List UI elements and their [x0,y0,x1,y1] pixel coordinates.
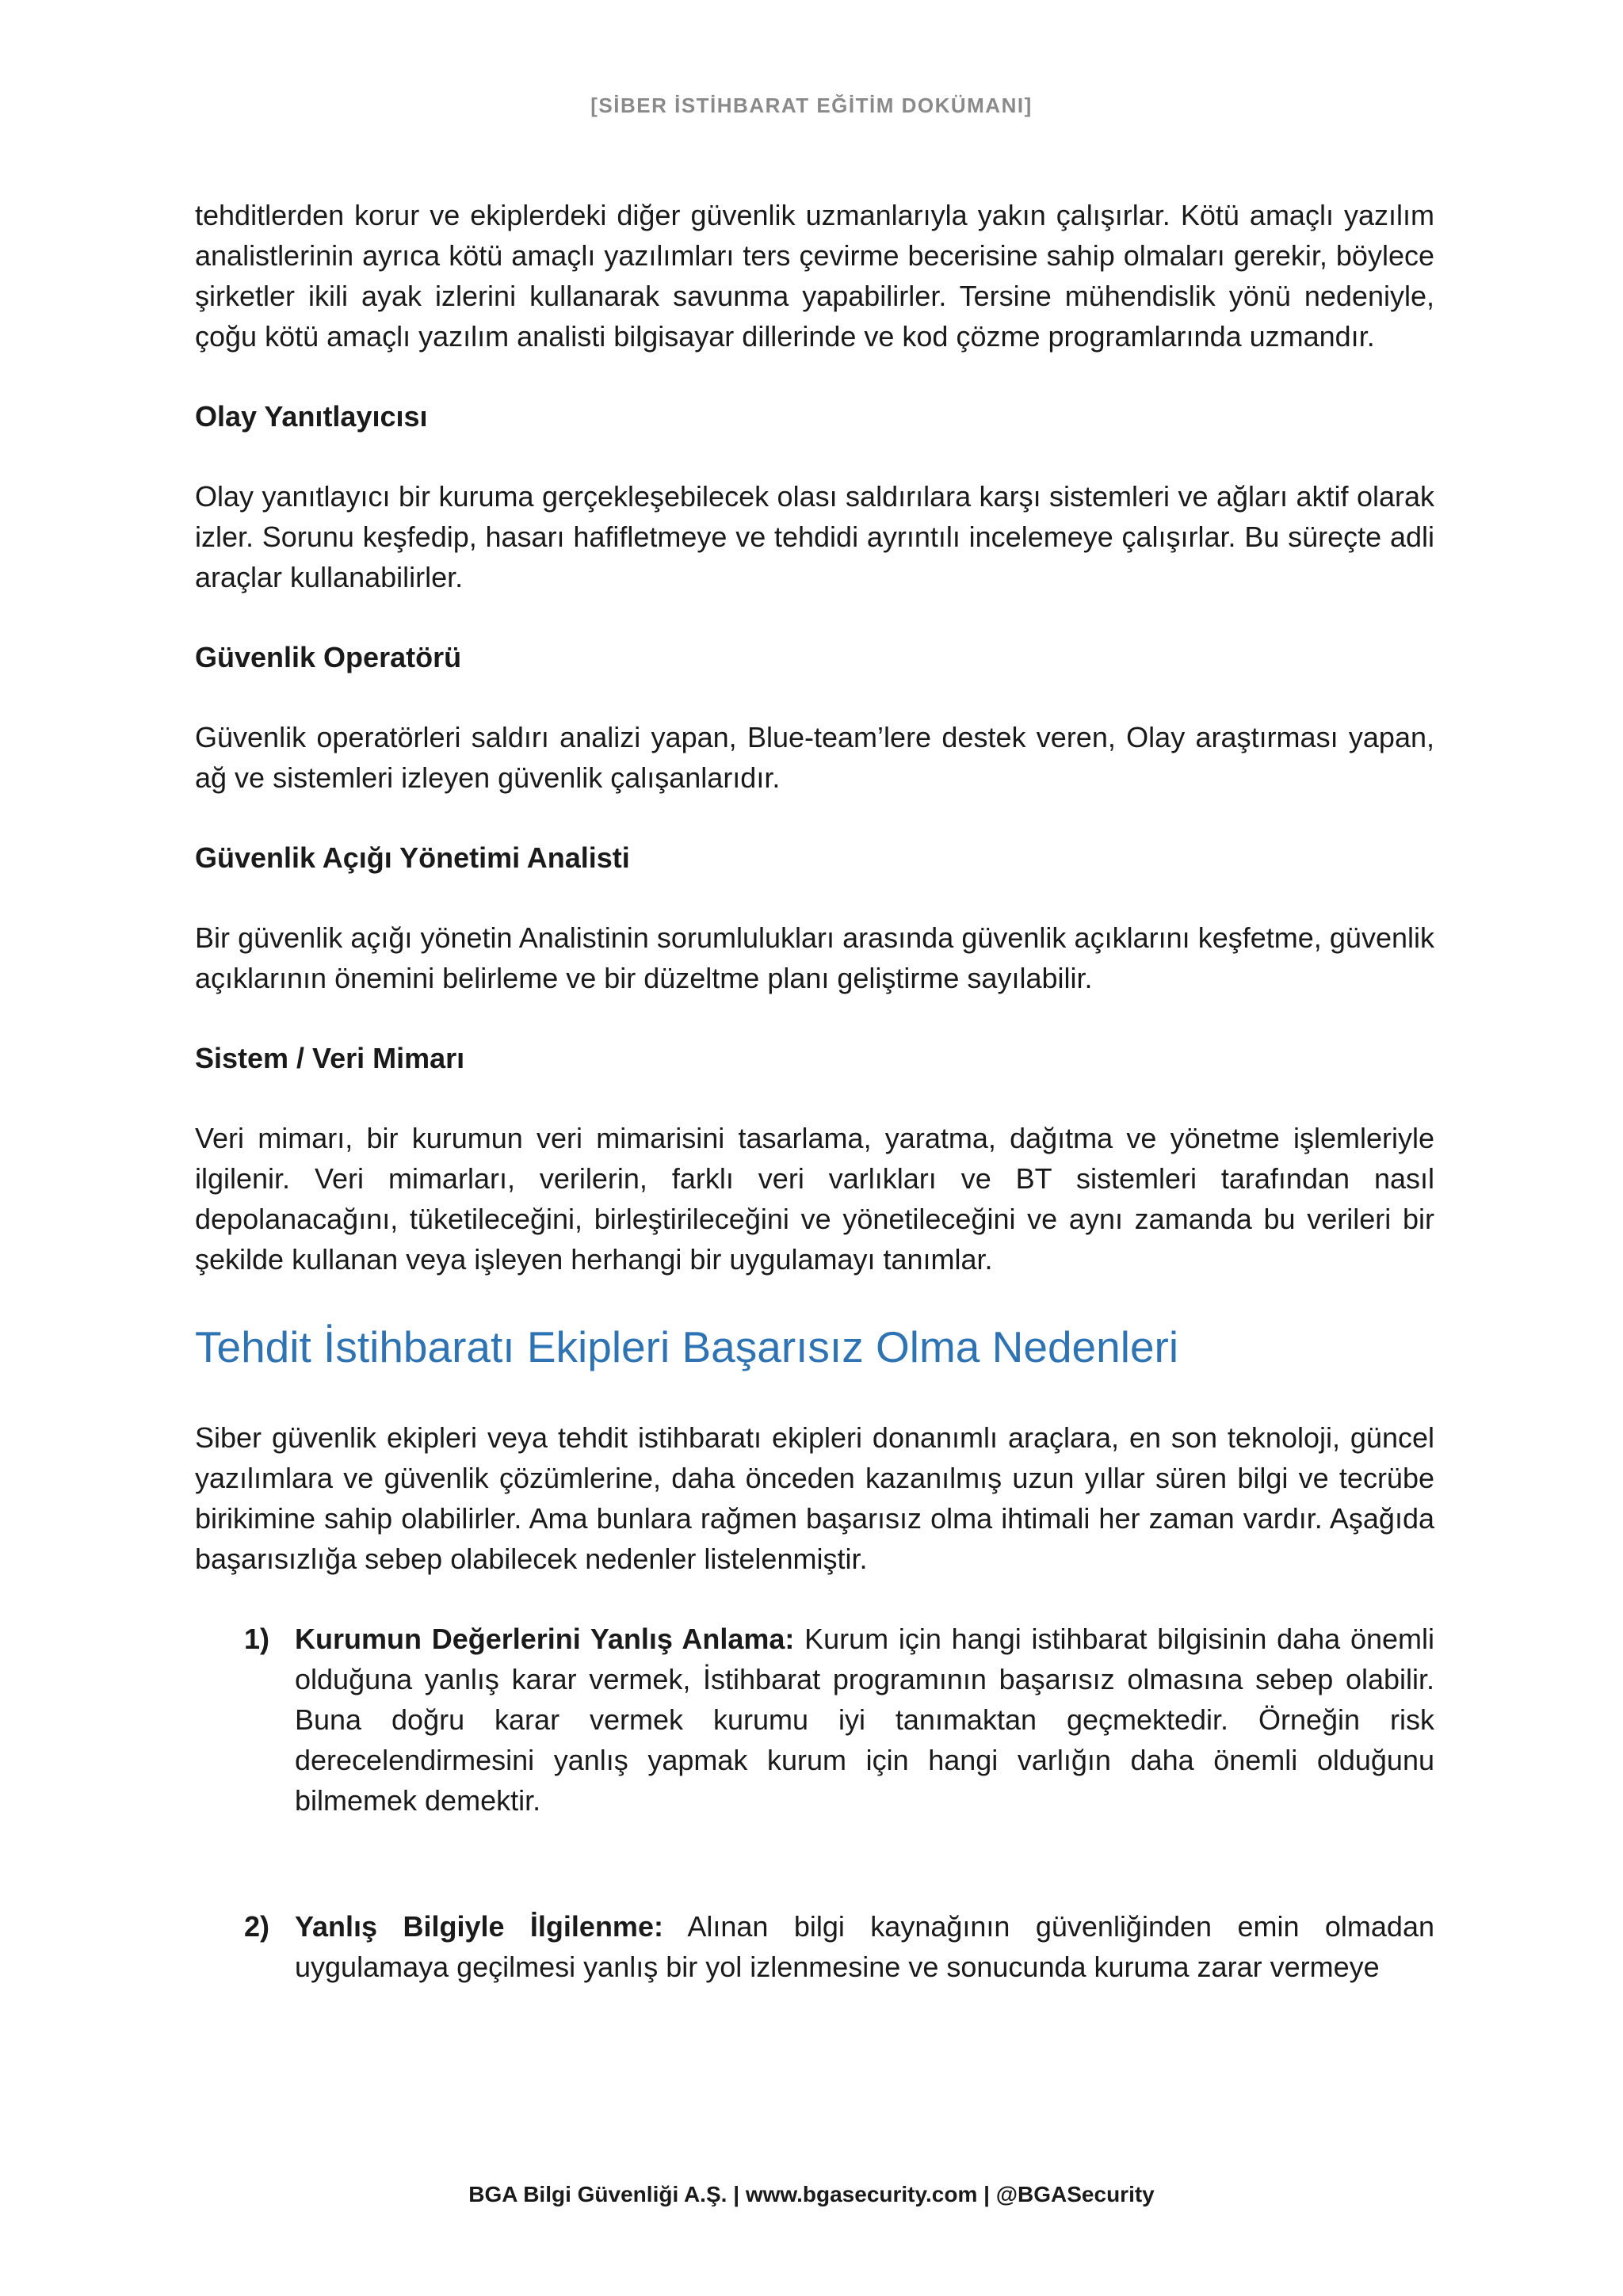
list-item-number: 2) [244,1910,270,1943]
page-header: [SİBER İSTİHBARAT EĞİTİM DOKÜMANI] [590,93,1033,117]
list-item-title: Yanlış Bilgiyle İlgilenme: [295,1910,663,1943]
list-item-body: Alınan bilgi kaynağının güvenliğinden emin olmadan uygulamaya geçilmesi yanlış bir yol izlenmesine ve sonucunda kuruma zarar vermeye [295,1910,1434,1983]
list-item-body: Kurum için hangi istihbarat bilgisinin daha önemli olduğuna yanlış karar vermek, İstihbarat programının başarısız olmasına sebep olabilir. Buna doğru karar vermek kurumu iyi tanımaktan geçmektedir. Örneğin risk derecelendirmesini yanlış yapmak kurum için hangi varlığın daha önemli olduğunu bilmemek demektir. [295,1623,1434,1817]
role-heading-incident-responder: Olay Yanıtlayıcısı [195,400,428,433]
role-text-security-operator: Güvenlik operatörleri saldırı analizi yapan, Blue-team’lere destek veren, Olay araştırması yapan, ağ ve sistemleri izleyen güvenlik çalışanlarıdır. [195,721,1434,794]
role-text-incident-responder: Olay yanıtlayıcı bir kuruma gerçekleşebilecek olası saldırılara karşı sistemleri ve ağları aktif olarak izler. Sorunu keşfedip, hasarı hafifletmeye ve tehdidi ayrıntılı incelemeye çalışırlar. Bu süreçte adli araçlar kullanabilirler. [195,480,1434,593]
section-intro: Siber güvenlik ekipleri veya tehdit istihbaratı ekipleri donanımlı araçlara, en son teknoloji, güncel yazılımlara ve güvenlik çözümlerine, daha önceden kazanılmış uzun yıllar süren bilgi ve tecrübe birikimine sahip olabilirler. Ama bunlara rağmen başarısız olma ihtimali her zaman vardır. Aşağıda başarısızlığa sebep olabilecek nedenler listelenmiştir. [195,1421,1434,1575]
document-body [195,195,1434,2073]
list-item-text [295,1619,1434,1821]
list-item-number: 1) [244,1623,270,1655]
role-heading-data-architect: Sistem / Veri Mimarı [195,1042,465,1074]
list-item [195,1619,1434,1821]
role-heading-vulnerability-analyst: Güvenlik Açığı Yönetimi Analisti [195,841,630,874]
list-item-title: Kurumun Değerlerini Yanlış Anlama: [295,1623,795,1655]
intro-paragraph: tehditlerden korur ve ekiplerdeki diğer güvenlik uzmanlarıyla yakın çalışırlar. Kötü amaçlı yazılım analistlerinin ayrıca kötü amaçlı yazılımları ters çevirme becerisine sahip olmaları gerekir, böylece şirketler ikili ayak izlerini kullanarak savunma yapabilirler. Tersine mühendislik yönü nedeniyle, çoğu kötü amaçlı yazılım analisti bilgisayar dillerinde ve kod çözme programlarında uzmandır. [195,199,1434,353]
list-item [195,1906,1434,1987]
role-heading-security-operator: Güvenlik Operatörü [195,641,462,673]
list-item-text [295,1906,1434,1987]
role-text-vulnerability-analyst: Bir güvenlik açığı yönetin Analistinin sorumlulukları arasında güvenlik açıklarını keşfetme, güvenlik açıklarının önemini belirleme ve bir düzeltme planı geliştirme sayılabilir. [195,921,1434,994]
role-text-data-architect: Veri mimarı, bir kurumun veri mimarisini tasarlama, yaratma, dağıtma ve yönetme işlemleriyle ilgilenir. Veri mimarları, verilerin, farklı veri varlıkları ve BT sistemleri tarafından nasıl depolanacağını, tüketileceğini, birleştirileceğini ve yönetileceğini ve aynı zamanda bu verileri bir şekilde kullanan veya işleyen herhangi bir uygulamayı tanımlar. [195,1122,1434,1276]
section-title: Tehdit İstihbaratı Ekipleri Başarısız Olma Nedenleri [195,1322,1179,1371]
page-footer: BGA Bilgi Güvenliği A.Ş. | www.bgasecurity.com | @BGASecurity [468,2182,1155,2206]
failure-reasons-list [195,1619,1434,1987]
